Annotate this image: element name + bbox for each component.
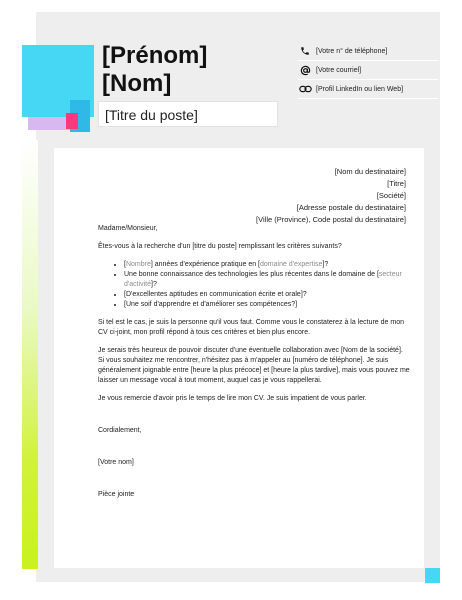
list-item[interactable]: • [Nombre] années d'expérience pratique en [domaine d'expertise]? <box>124 260 410 270</box>
signature-name[interactable]: [Votre nom] <box>98 459 134 466</box>
phone-icon <box>298 44 312 58</box>
enclosure-note[interactable]: Pièce jointe <box>98 491 135 498</box>
criteria-list <box>98 260 410 310</box>
email-text: [Votre courriel] <box>316 66 362 74</box>
pink-square-decoration <box>66 113 78 129</box>
contact-info <box>298 42 438 99</box>
paragraph-availability[interactable]: Je serais très heureux de pouvoir discuter d'une éventuelle collaboration avec [Nom de la société]. Si vous souhaitez me rencontrer, n'hésitez pas à m'appeler au [numéro de téléphone]. Je suis généralement joignable entre [heure la plus précoce] et [heure la plus tardive], mais vous pouvez me laisser un message vocal à tout moment, auquel cas je vous rappellerai. <box>98 347 410 384</box>
list-item[interactable]: • Une bonne connaissance des technologies les plus récentes dans le domaine de [secteur d'activité]? <box>124 270 410 290</box>
first-name[interactable]: [Prénom] <box>102 42 208 69</box>
profile-text: [Profil LinkedIn ou lien Web] <box>316 85 404 93</box>
recipient-city[interactable]: [Ville (Province), Code postal du destinataire] <box>256 215 406 224</box>
salutation[interactable]: Madame/Monsieur, <box>98 225 158 232</box>
contact-phone[interactable] <box>298 42 438 61</box>
phone-text: [Votre n° de téléphone] <box>316 47 388 55</box>
closing[interactable]: Cordialement, <box>98 427 142 434</box>
corner-square-decoration <box>425 568 440 583</box>
applicant-name <box>102 42 207 98</box>
list-item[interactable]: • [Une soif d'apprendre et d'améliorer ses compétences?] <box>124 300 410 310</box>
recipient-title[interactable]: [Titre] <box>387 179 406 188</box>
paragraph-thanks[interactable]: Je vous remercie d'avoir pris le temps de lire mon CV. Je suis impatient de vous parler. <box>98 395 367 402</box>
lime-gradient-bar-decoration <box>22 140 38 569</box>
last-name[interactable]: [Nom] <box>102 70 172 97</box>
contact-email[interactable] <box>298 61 438 80</box>
recipient-company[interactable]: [Société] <box>376 191 406 200</box>
purple-bar-decoration <box>28 117 70 130</box>
intro-paragraph[interactable]: Êtes-vous à la recherche d'un [titre du poste] remplissant les critères suivants? <box>98 243 342 250</box>
recipient-address[interactable]: [Adresse postale du destinataire] <box>296 203 406 212</box>
contact-profile[interactable] <box>298 80 438 99</box>
at-sign-icon <box>298 63 312 77</box>
link-icon <box>298 82 312 96</box>
paragraph-fit[interactable]: Si tel est le cas, je suis la personne qu'il vous faut. Comme vous le constaterez à la lecture de mon CV ci-joint, mon profil répond à tous ces critères et bien plus encore. <box>98 319 404 336</box>
recipient-name[interactable]: [Nom du destinataire] <box>334 167 406 176</box>
job-title-field[interactable]: [Titre du poste] <box>98 101 278 127</box>
list-item[interactable]: • [D'excellentes aptitudes en communication écrite et orale]? <box>124 290 410 300</box>
letter-text <box>98 224 410 508</box>
letter-body <box>54 148 424 568</box>
recipient-block <box>256 166 406 226</box>
